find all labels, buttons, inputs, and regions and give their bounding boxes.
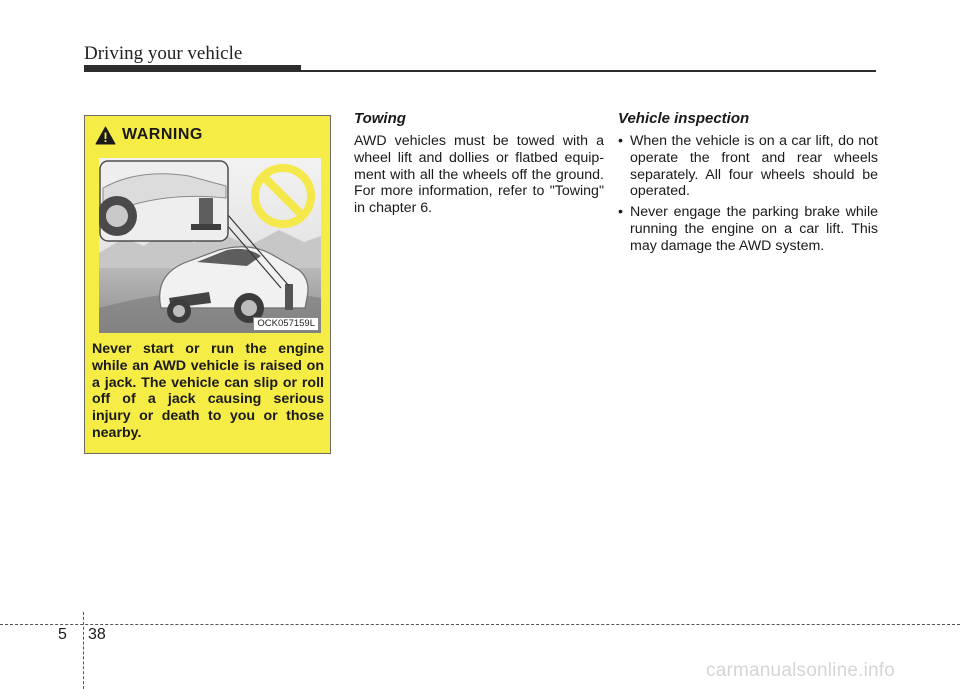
chapter-number: 5 xyxy=(58,626,67,643)
watermark: carmanualsonline.info xyxy=(706,660,896,681)
bullet-icon: • xyxy=(618,204,623,221)
inspection-bullet-list xyxy=(618,133,878,255)
bullet-text: Never engage the parking brake while running the engine on a car lift. This may damage the AWD system. xyxy=(630,204,878,254)
inspection-heading: Vehicle inspection xyxy=(618,110,750,127)
towing-text: AWD vehicles must be towed with a wheel lift and dollies or flatbed equip-ment with all the wheels off the ground. For more information, refer to "Towing" in chapter 6. xyxy=(354,133,604,217)
towing-section xyxy=(354,110,604,217)
car-illustration-svg xyxy=(99,158,321,333)
footer-vertical-rule xyxy=(83,612,84,689)
warning-text: Never start or run the engine while an AWD vehicle is raised on a jack. The vehicle can slip or roll off of a jack causing serious injury or death to you or those nearby. xyxy=(92,341,324,441)
page-number: 38 xyxy=(88,626,106,643)
warning-title: WARNING xyxy=(122,126,203,143)
bullet-text: When the vehicle is on a car lift, do not operate the front and rear wheels separately. All four wheels should be operated. xyxy=(630,133,878,200)
detail-inset xyxy=(99,161,228,241)
bullet-icon: • xyxy=(618,133,623,149)
list-item xyxy=(618,133,878,200)
footer-rule xyxy=(0,624,960,625)
vehicle-inspection-section xyxy=(618,110,878,259)
warning-triangle-icon xyxy=(95,126,116,145)
header-rule-thick xyxy=(84,65,301,72)
figure-code: OCK057159L xyxy=(253,317,319,331)
car-on-jack-illustration xyxy=(99,158,321,333)
towing-heading: Towing xyxy=(354,110,406,127)
warning-header xyxy=(95,124,203,146)
warning-box xyxy=(84,115,331,454)
header-rule-thin xyxy=(301,70,876,72)
page-header-title: Driving your vehicle xyxy=(84,43,243,64)
list-item xyxy=(618,204,878,254)
